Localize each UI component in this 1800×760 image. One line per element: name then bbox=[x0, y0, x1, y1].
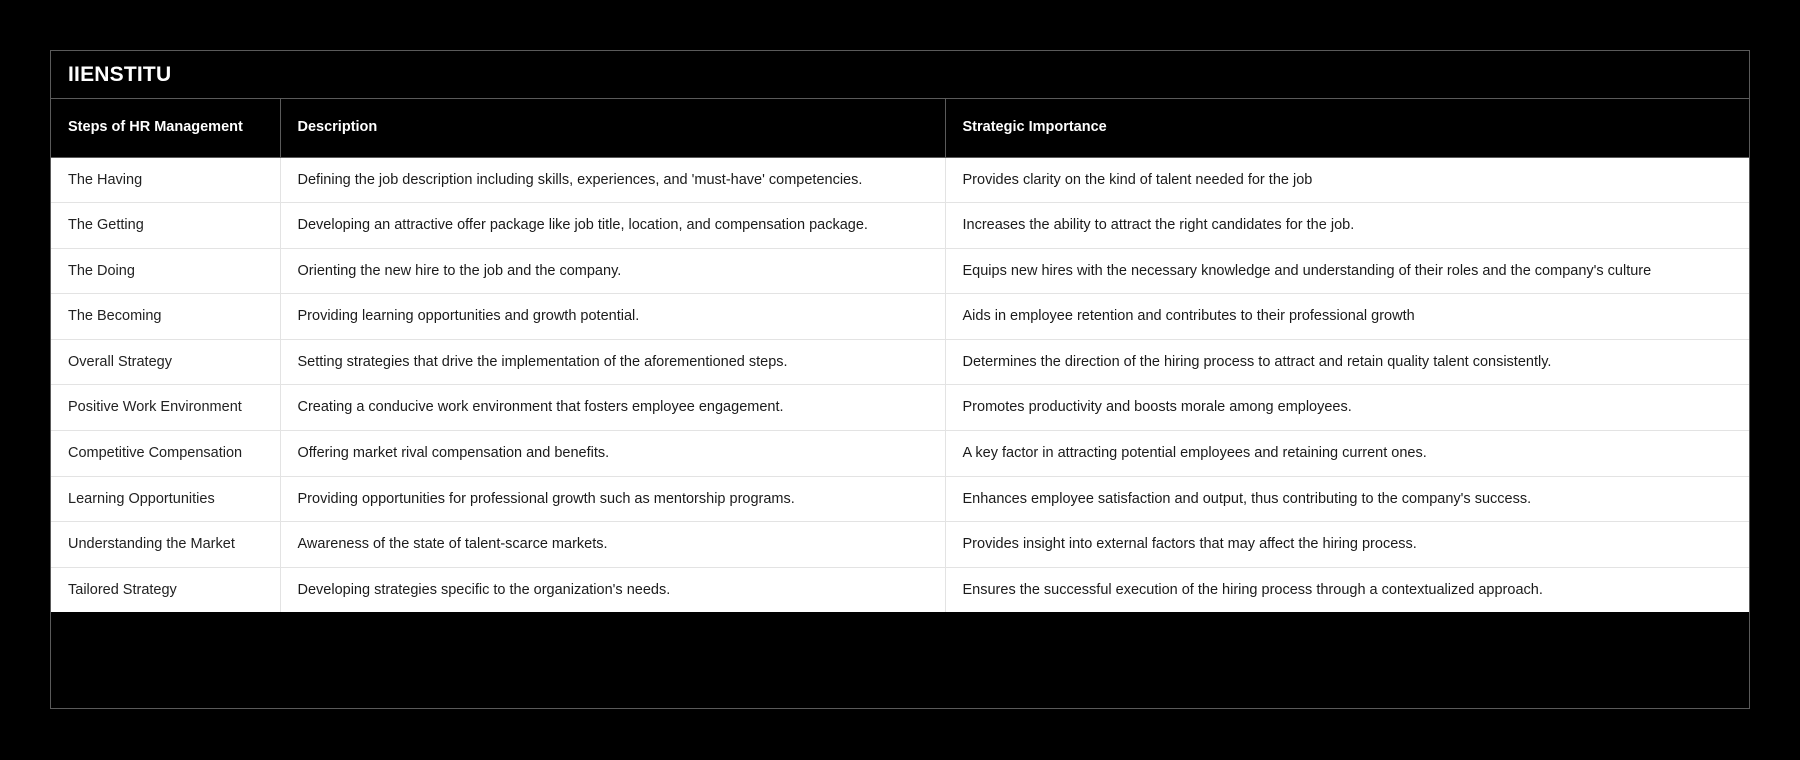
cell-description: Creating a conducive work environment that fosters employee engagement. bbox=[280, 385, 945, 431]
column-header-description: Description bbox=[280, 99, 945, 157]
cell-description: Providing opportunities for professional growth such as mentorship programs. bbox=[280, 476, 945, 522]
brand-header bbox=[51, 51, 1749, 99]
cell-importance: A key factor in attracting potential employees and retaining current ones. bbox=[945, 430, 1749, 476]
cell-importance: Determines the direction of the hiring process to attract and retain quality talent consistently. bbox=[945, 339, 1749, 385]
column-header-steps: Steps of HR Management bbox=[51, 99, 280, 157]
cell-importance: Promotes productivity and boosts morale among employees. bbox=[945, 385, 1749, 431]
cell-step: Understanding the Market bbox=[51, 522, 280, 568]
table-row bbox=[51, 248, 1749, 294]
table-row bbox=[51, 476, 1749, 522]
cell-importance: Ensures the successful execution of the hiring process through a contextualized approach. bbox=[945, 567, 1749, 612]
table-header bbox=[51, 99, 1749, 157]
cell-importance: Provides clarity on the kind of talent needed for the job bbox=[945, 157, 1749, 203]
cell-description: Orienting the new hire to the job and the company. bbox=[280, 248, 945, 294]
table-row bbox=[51, 294, 1749, 340]
brand-title: IIENSTITU bbox=[68, 63, 172, 86]
table-header-row bbox=[51, 99, 1749, 157]
table-row bbox=[51, 430, 1749, 476]
cell-step: Learning Opportunities bbox=[51, 476, 280, 522]
cell-step: Positive Work Environment bbox=[51, 385, 280, 431]
hr-management-table bbox=[51, 99, 1749, 612]
column-header-strategic-importance: Strategic Importance bbox=[945, 99, 1749, 157]
cell-importance: Equips new hires with the necessary knowledge and understanding of their roles and the company's culture bbox=[945, 248, 1749, 294]
cell-step: The Getting bbox=[51, 203, 280, 249]
cell-description: Developing strategies specific to the organization's needs. bbox=[280, 567, 945, 612]
cell-description: Awareness of the state of talent-scarce markets. bbox=[280, 522, 945, 568]
hr-management-table-card bbox=[50, 50, 1750, 709]
cell-description: Offering market rival compensation and benefits. bbox=[280, 430, 945, 476]
cell-importance: Aids in employee retention and contributes to their professional growth bbox=[945, 294, 1749, 340]
cell-description: Setting strategies that drive the implementation of the aforementioned steps. bbox=[280, 339, 945, 385]
table-row bbox=[51, 157, 1749, 203]
table-row bbox=[51, 567, 1749, 612]
cell-description: Providing learning opportunities and growth potential. bbox=[280, 294, 945, 340]
cell-step: The Having bbox=[51, 157, 280, 203]
cell-importance: Enhances employee satisfaction and output, thus contributing to the company's success. bbox=[945, 476, 1749, 522]
table-row bbox=[51, 522, 1749, 568]
table-row bbox=[51, 339, 1749, 385]
cell-description: Defining the job description including skills, experiences, and 'must-have' competencies. bbox=[280, 157, 945, 203]
table-row bbox=[51, 203, 1749, 249]
cell-step: Tailored Strategy bbox=[51, 567, 280, 612]
table-body bbox=[51, 157, 1749, 612]
cell-step: Competitive Compensation bbox=[51, 430, 280, 476]
cell-importance: Provides insight into external factors that may affect the hiring process. bbox=[945, 522, 1749, 568]
cell-step: Overall Strategy bbox=[51, 339, 280, 385]
cell-step: The Becoming bbox=[51, 294, 280, 340]
cell-description: Developing an attractive offer package like job title, location, and compensation package. bbox=[280, 203, 945, 249]
table-row bbox=[51, 385, 1749, 431]
cell-step: The Doing bbox=[51, 248, 280, 294]
cell-importance: Increases the ability to attract the right candidates for the job. bbox=[945, 203, 1749, 249]
